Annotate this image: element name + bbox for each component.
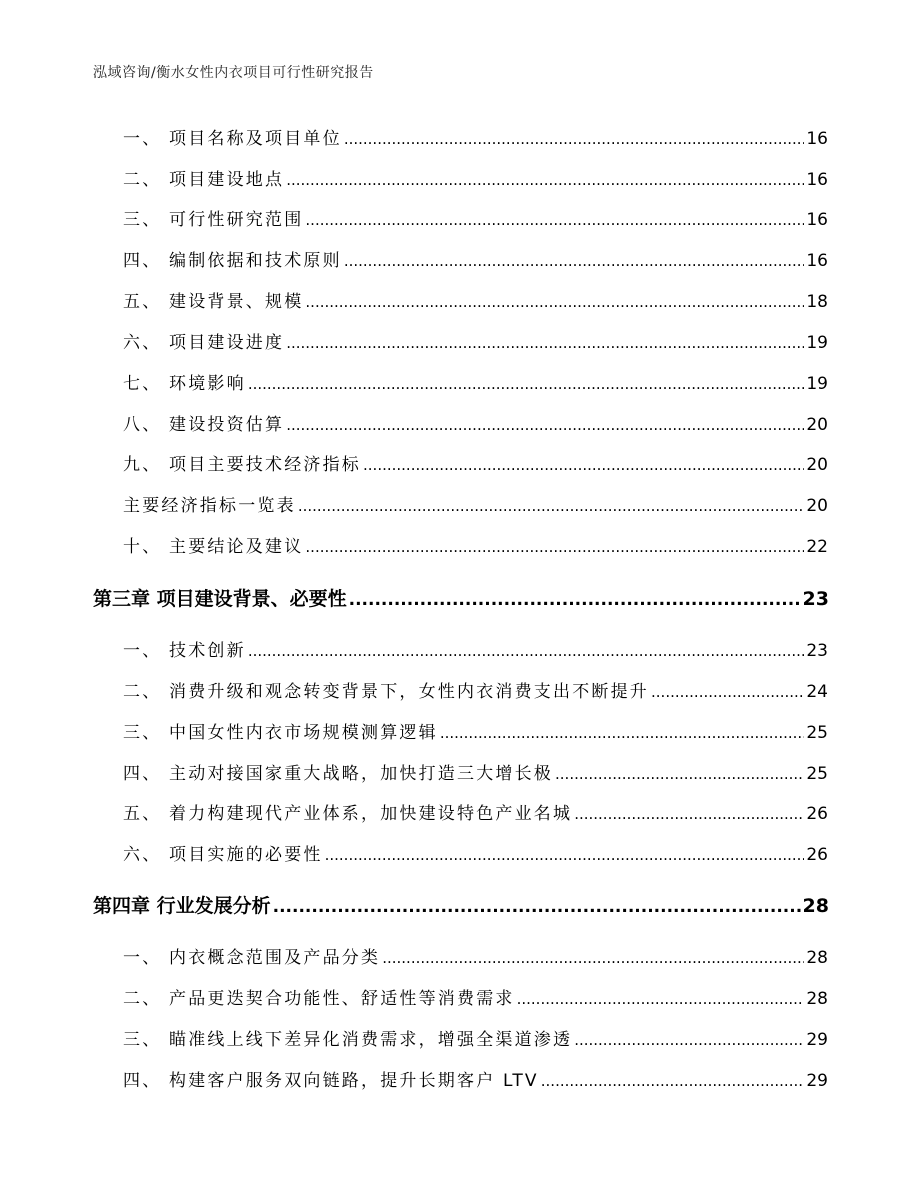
toc-entry-title: 四、 构建客户服务双向链路，提升长期客户 LTV (123, 1071, 539, 1091)
toc-leader-dots (574, 1031, 804, 1049)
toc-entry-title: 三、 瞄准线上线下差异化消费需求，增强全渠道渗透 (123, 1030, 573, 1050)
toc-leader-dots (555, 765, 804, 783)
toc-chapter-entry[interactable] (93, 891, 829, 918)
toc-entry[interactable] (123, 718, 828, 743)
toc-entry[interactable] (123, 532, 828, 557)
toc-entry-title: 三、 可行性研究范围 (123, 210, 304, 230)
toc-entry-page: 24 (806, 682, 828, 702)
toc-entry[interactable] (123, 205, 828, 230)
toc-entry-page: 16 (806, 210, 828, 230)
toc-leader-dots (325, 846, 805, 864)
toc-entry-title: 二、 产品更迭契合功能性、舒适性等消费需求 (123, 989, 515, 1009)
toc-leader-dots (541, 1072, 805, 1090)
toc-leader-dots (651, 683, 804, 701)
toc-entry-page: 19 (806, 333, 828, 353)
toc-entry-page: 18 (806, 292, 828, 312)
toc-entry[interactable] (123, 328, 828, 353)
toc-entry[interactable] (123, 943, 828, 968)
toc-entry[interactable] (123, 165, 828, 190)
toc-entry-page: 25 (806, 723, 828, 743)
toc-leader-dots (363, 456, 804, 474)
toc-entry-title: 第三章 项目建设背景、必要性 (93, 588, 347, 610)
toc-entry-page: 22 (806, 537, 828, 557)
toc-entry[interactable] (123, 636, 828, 661)
toc-leader-dots (286, 171, 804, 189)
toc-entry[interactable] (123, 450, 828, 475)
toc-entry[interactable] (123, 759, 828, 784)
toc-entry-page: 26 (806, 845, 828, 865)
toc-leader-dots (305, 538, 804, 556)
toc-leader-dots (574, 805, 804, 823)
toc-leader-dots (517, 990, 805, 1008)
toc-leader-dots (440, 724, 805, 742)
toc-entry-title: 一、 内衣概念范围及产品分类 (123, 948, 381, 968)
toc-leader-dots (286, 416, 804, 434)
toc-entry-title: 主要经济指标一览表 (123, 496, 296, 516)
toc-entry[interactable] (123, 410, 828, 435)
toc-entry[interactable] (123, 1066, 828, 1091)
toc-entry-title: 三、 中国女性内衣市场规模测算逻辑 (123, 723, 438, 743)
toc-entry-page: 29 (806, 1030, 828, 1050)
toc-entry-title: 六、 项目建设进度 (123, 333, 285, 353)
toc-entry-page: 26 (806, 804, 828, 824)
toc-entry-page: 28 (806, 989, 828, 1009)
toc-chapter-entry[interactable] (93, 584, 829, 611)
toc-entry-title: 第四章 行业发展分析 (93, 895, 271, 917)
toc-leader-dots (305, 211, 804, 229)
toc-entry[interactable] (123, 984, 828, 1009)
toc-leader-dots (382, 949, 804, 967)
toc-entry-page: 29 (806, 1071, 828, 1091)
toc-leader-dots (248, 375, 805, 393)
toc-entry[interactable] (123, 369, 828, 394)
toc-entry-page: 23 (802, 588, 829, 610)
toc-entry-title: 八、 建设投资估算 (123, 415, 285, 435)
page-header: 泓域咨询/衡水女性内衣项目可行性研究报告 (93, 65, 374, 81)
toc-entry[interactable] (123, 287, 828, 312)
toc-entry[interactable] (123, 246, 828, 271)
toc-entry-page: 20 (806, 455, 828, 475)
toc-entry-page: 16 (806, 251, 828, 271)
toc-entry[interactable] (123, 1025, 828, 1050)
toc-entry-page: 23 (806, 641, 828, 661)
toc-entry-title: 六、 项目实施的必要性 (123, 845, 323, 865)
toc-entry-page: 28 (806, 948, 828, 968)
toc-leader-dots (344, 252, 805, 270)
toc-entry-page: 20 (806, 496, 828, 516)
toc-entry-title: 七、 环境影响 (123, 374, 246, 394)
toc-entry-title: 二、 消费升级和观念转变背景下，女性内衣消费支出不断提升 (123, 682, 650, 702)
toc-leader-dots (248, 642, 805, 660)
toc-entry-title: 十、 主要结论及建议 (123, 537, 304, 557)
toc-entry-page: 16 (806, 170, 828, 190)
toc-entry-title: 一、 项目名称及项目单位 (123, 129, 342, 149)
toc-entry-title: 二、 项目建设地点 (123, 170, 285, 190)
toc-entry-page: 25 (806, 764, 828, 784)
toc-entry-title: 一、 技术创新 (123, 641, 246, 661)
toc-entry[interactable] (123, 799, 828, 824)
toc-entry[interactable] (123, 124, 828, 149)
toc-entry-page: 19 (806, 374, 828, 394)
toc-entry-title: 四、 主动对接国家重大战略，加快打造三大增长极 (123, 764, 554, 784)
toc-leader-dots (286, 334, 804, 352)
toc-leader-dots (298, 497, 805, 515)
toc-entry-page: 16 (806, 129, 828, 149)
toc-entry[interactable] (123, 491, 828, 516)
toc-entry-page: 20 (806, 415, 828, 435)
toc-leader-dots (273, 897, 801, 917)
toc-entry[interactable] (123, 840, 828, 865)
toc-entry-title: 五、 着力构建现代产业体系，加快建设特色产业名城 (123, 804, 573, 824)
toc-entry[interactable] (123, 677, 828, 702)
toc-leader-dots (305, 293, 804, 311)
toc-entry-title: 四、 编制依据和技术原则 (123, 251, 342, 271)
toc-leader-dots (344, 130, 805, 148)
toc-entry-title: 九、 项目主要技术经济指标 (123, 455, 362, 475)
toc-entry-title: 五、 建设背景、规模 (123, 292, 304, 312)
toc-leader-dots (349, 590, 801, 610)
toc-entry-page: 28 (802, 895, 829, 917)
